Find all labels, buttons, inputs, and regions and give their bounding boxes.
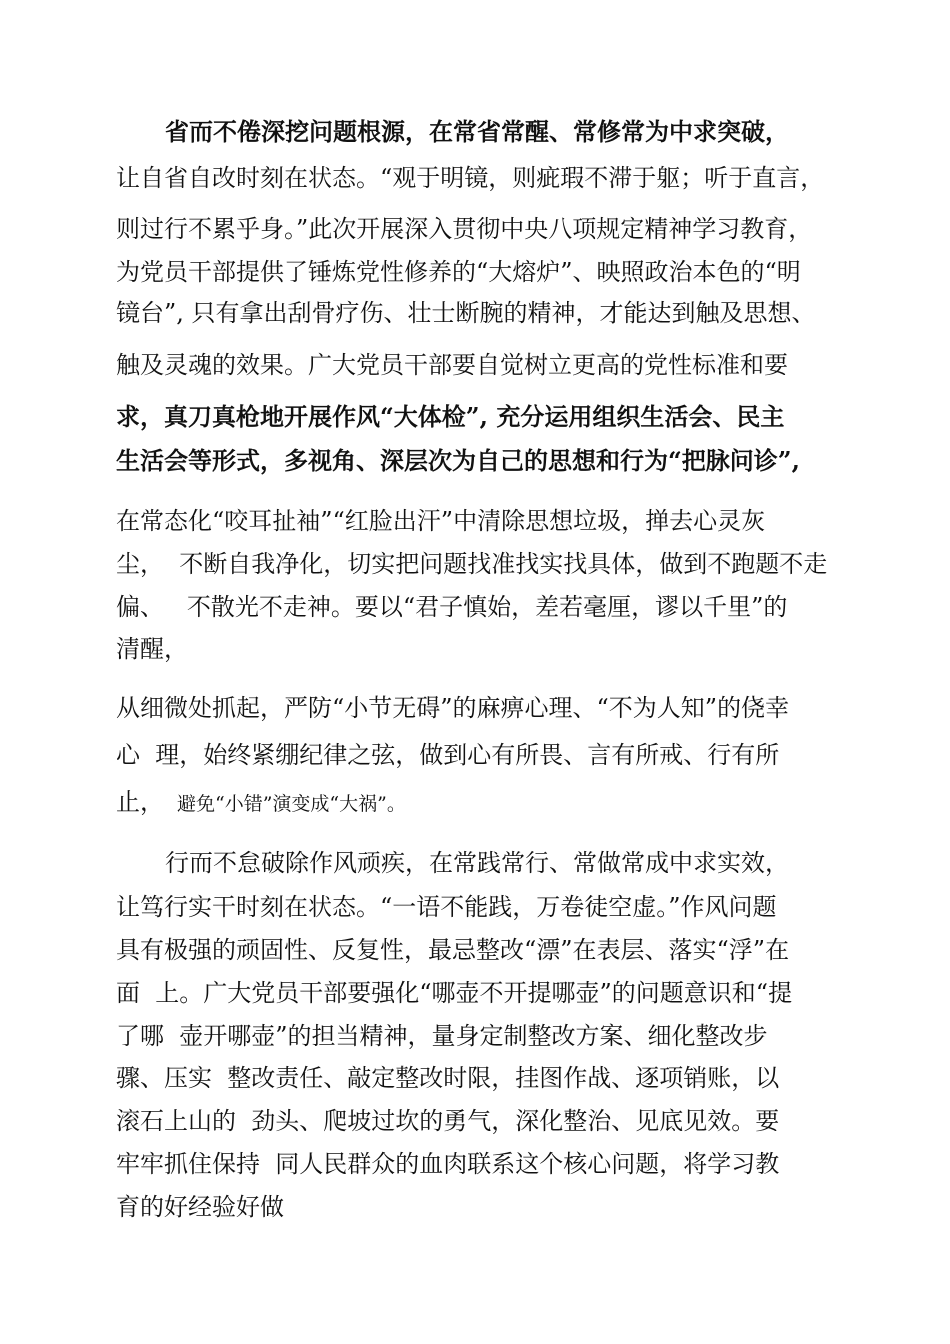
text-line: 为党员干部提供了锤炼党性修养的“大熔炉”、映照政治本色的“明 <box>116 258 801 286</box>
text-line: 生活会等形式，多视角、深层次为自己的思想和行为“把脉问诊”, <box>116 446 800 475</box>
text-line: 清醒， <box>116 635 188 663</box>
text-line: 让自省自改时刻在状态。“观于明镜，则疵瑕不滞于躯；听于直言， <box>116 164 825 192</box>
text-line: 在常态化“咬耳扯袖”“红脸出汗”中清除思想垃圾，掸去心灵灰 <box>116 507 766 535</box>
text-line: 止， <box>116 788 164 816</box>
text-line: 行而不怠破除作风顽疾，在常践常行、常做常成中求实效， <box>165 849 789 877</box>
text-line: 让笃行实干时刻在状态。“一语不能践，万卷徒空虚。”作风问题 <box>116 893 777 921</box>
text-line: 育的好经验好做 <box>116 1193 284 1221</box>
text-line: 从细微处抓起，严防“小节无碍”的麻痹心理、“不为人知”的侥幸 <box>116 694 790 722</box>
text-line: 求，真刀真枪地开展作风“大体检”, 充分运用组织生活会、民主 <box>116 402 785 431</box>
text-line: 牢牢抓住保持 同人民群众的血肉联系这个核心问题，将学习教 <box>116 1150 780 1178</box>
text-line: 触及灵魂的效果。广大党员干部要自觉树立更高的党性标准和要 <box>116 351 788 379</box>
text-line: 则过行不累乎身。”此次开展深入贯彻中央八项规定精神学习教育， <box>116 215 813 243</box>
text-line: 省而不倦深挖问题根源，在常省常醒、常修常为中求突破， <box>165 117 789 146</box>
text-line: 面 上。广大党员干部要强化“哪壶不开提哪壶”的问题意识和“提 <box>116 979 793 1007</box>
text-line: 尘， 不断自我净化，切实把问题找准找实找具体，做到不跑题不走 <box>116 550 828 578</box>
text-line: 避免“小错”演变成“大祸”。 <box>177 793 406 815</box>
text-line: 滚石上山的 劲头、爬坡过坎的勇气，深化整治、见底见效。要 <box>116 1107 780 1135</box>
text-line: 心 理，始终紧绷纪律之弦，做到心有所畏、言有所戒、行有所 <box>116 741 780 769</box>
text-line: 骤、压实 整改责任、敲定整改时限，挂图作战、逐项销账，以 <box>116 1064 780 1092</box>
text-line: 具有极强的顽固性、反复性，最忌整改“漂”在表层、落实“浮”在 <box>116 936 790 964</box>
text-line: 镜台”, 只有拿出刮骨疗伤、壮士断腕的精神，才能达到触及思想、 <box>116 299 816 327</box>
text-line: 偏、 不散光不走神。要以“君子慎始，差若毫厘，谬以千里”的 <box>116 593 788 621</box>
text-line: 了哪 壶开哪壶”的担当精神，量身定制整改方案、细化整改步 <box>116 1022 768 1050</box>
